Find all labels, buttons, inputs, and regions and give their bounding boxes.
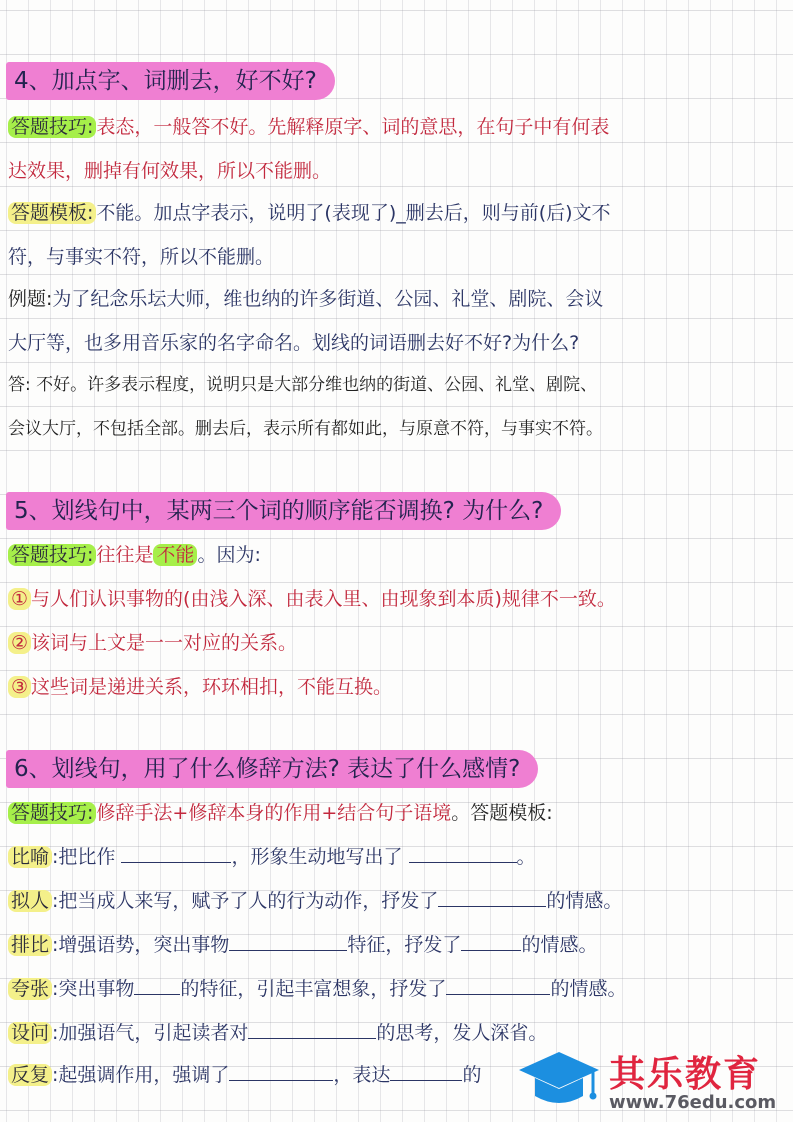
template-text: 不能。加点字表示，说明了(表现了)_删去后，则与前(后)文不 bbox=[96, 202, 611, 224]
reason-number: ③ bbox=[8, 676, 31, 698]
reason-number: ① bbox=[8, 588, 31, 610]
kuazhang-text-a: :突出事物 bbox=[52, 978, 135, 1000]
niren-label: 拟人 bbox=[8, 890, 52, 912]
tip-label: 答题技巧: bbox=[8, 544, 96, 566]
reason-number: ② bbox=[8, 632, 31, 654]
tip-label: 答题技巧: bbox=[8, 116, 96, 138]
biyu-text-a: :把比作 bbox=[52, 846, 122, 868]
reason-text: 该词与上文是一一对应的关系。 bbox=[31, 632, 298, 654]
s4-example-line1 bbox=[8, 286, 603, 312]
kuazhang-text-b: 的特征，引起丰富想象，抒发了 bbox=[180, 978, 447, 1000]
kuazhang-label: 夸张 bbox=[8, 978, 52, 1000]
watermark-logo bbox=[513, 1042, 783, 1116]
niren-text-a: :把当成人来写，赋予了人的行为动作，抒发了 bbox=[52, 890, 439, 912]
shewen-label: 设问 bbox=[8, 1022, 52, 1044]
s4-template-line2: 符，与事实不符，所以不能删。 bbox=[8, 246, 275, 268]
tip-pre: 往往是 bbox=[96, 544, 154, 566]
fanfu-text-a: :起强调作用，强调了 bbox=[52, 1064, 230, 1086]
blank bbox=[134, 976, 180, 995]
shewen-text-a: :加强语气，引起读者对 bbox=[52, 1022, 249, 1044]
answer-label: 答: bbox=[8, 375, 31, 395]
reason-text: 与人们认识事物的(由浅入深、由表入里、由现象到本质)规律不一致。 bbox=[31, 588, 616, 610]
blank bbox=[461, 932, 521, 951]
s6-paibi-line bbox=[8, 932, 597, 958]
s4-template-line1 bbox=[8, 200, 611, 226]
s6-kuazhang-line bbox=[8, 976, 626, 1002]
answer-text: 不好。许多表示程度，说明只是大部分维也纳的街道、公园、礼堂、剧院、 bbox=[30, 375, 598, 395]
paibi-text-c: 的情感。 bbox=[521, 934, 598, 956]
fanfu-text-b: ，表达 bbox=[333, 1064, 391, 1086]
tip-highlight: 不能 bbox=[153, 544, 197, 566]
s6-shewen-line bbox=[8, 1020, 547, 1046]
reason-text: 这些词是递进关系，环环相扣，不能互换。 bbox=[31, 676, 393, 698]
blank bbox=[446, 976, 550, 995]
biyu-text-c: 。 bbox=[516, 846, 536, 868]
section-6-heading: 6、划线句，用了什么修辞方法? 表达了什么感情? bbox=[6, 750, 538, 788]
s6-biyu-line bbox=[8, 844, 536, 870]
s4-example-line2: 大厅等，也多用音乐家的名字命名。划线的词语删去好不好?为什么? bbox=[8, 332, 580, 354]
shewen-text-b: 的思考，发人深省。 bbox=[376, 1022, 548, 1044]
section-5-heading: 5、划线句中，某两三个词的顺序能否调换? 为什么? bbox=[6, 492, 561, 530]
paibi-text-a: :增强语势，突出事物 bbox=[52, 934, 230, 956]
blank bbox=[390, 1062, 462, 1081]
tip-formula: 修辞手法+修辞本身的作用+结合句子语境 bbox=[96, 802, 452, 824]
example-label: 例题: bbox=[8, 288, 53, 310]
s4-tip-line2: 达效果，删掉有何效果，所以不能删。 bbox=[8, 160, 332, 182]
template-label: 答题模板: bbox=[8, 202, 96, 224]
example-text: 为了纪念乐坛大师，维也纳的许多街道、公园、礼堂、剧院、会议 bbox=[52, 288, 604, 310]
s6-niren-line bbox=[8, 888, 622, 914]
s6-tip-line bbox=[8, 800, 553, 826]
blank bbox=[438, 888, 546, 907]
graduation-cap-icon bbox=[513, 1048, 603, 1114]
tip-label: 答题技巧: bbox=[8, 802, 96, 824]
s5-reason-3 bbox=[8, 674, 392, 700]
s6-fanfu-line bbox=[8, 1062, 481, 1088]
niren-text-b: 的情感。 bbox=[546, 890, 623, 912]
fanfu-label: 反复 bbox=[8, 1064, 52, 1086]
watermark-title: 其乐教育 bbox=[609, 1054, 762, 1095]
s4-tip-line1 bbox=[8, 114, 609, 140]
watermark-url: www.76edu.com bbox=[609, 1092, 777, 1113]
blank bbox=[409, 844, 517, 863]
blank bbox=[248, 1020, 376, 1039]
blank bbox=[229, 1062, 333, 1081]
s5-reason-1 bbox=[8, 586, 616, 612]
s5-tip-line bbox=[8, 542, 261, 568]
tip-post: 。因为: bbox=[197, 544, 261, 566]
paibi-text-b: 特征，抒发了 bbox=[347, 934, 462, 956]
biyu-label: 比喻 bbox=[8, 846, 52, 868]
kuazhang-text-c: 的情感。 bbox=[550, 978, 627, 1000]
blank bbox=[121, 844, 231, 863]
fanfu-text-c: 的 bbox=[462, 1064, 482, 1086]
s4-answer-line2: 会议大厅，不包括全部。删去后，表示所有都如此，与原意不符，与事实不符。 bbox=[8, 419, 603, 439]
tip-template-note: 。答题模板: bbox=[451, 802, 553, 824]
s4-answer-line1 bbox=[8, 372, 597, 398]
section-4-heading: 4、加点字、词删去，好不好? bbox=[6, 62, 335, 100]
biyu-text-b: ，形象生动地写出了 bbox=[231, 846, 409, 868]
blank bbox=[229, 932, 347, 951]
tip-text: 表态，一般答不好。先解释原字、词的意思，在句子中有何表 bbox=[96, 116, 610, 138]
s5-reason-2 bbox=[8, 630, 297, 656]
paibi-label: 排比 bbox=[8, 934, 52, 956]
